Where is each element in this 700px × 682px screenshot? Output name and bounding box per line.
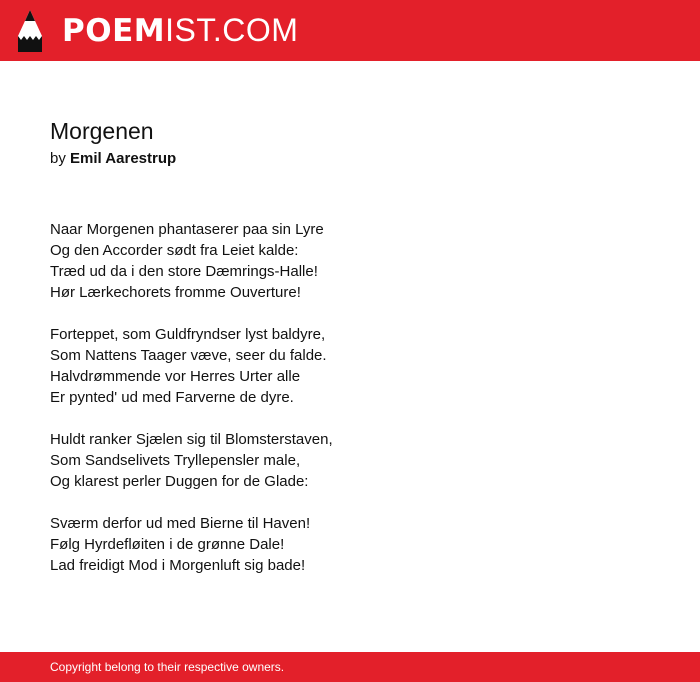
site-footer — [0, 652, 700, 682]
pencil-tip-icon[interactable] — [17, 10, 43, 52]
poem-line: Halvdrømmende vor Herres Urter alle — [50, 368, 301, 385]
stanza — [50, 219, 650, 303]
poem-line: Sværm derfor ud med Bierne til Haven! — [50, 515, 311, 532]
poem-line: Lad freidigt Mod i Morgenluft sig bade! — [50, 557, 306, 574]
poem-body — [50, 219, 650, 576]
byline — [50, 148, 650, 170]
site-logo[interactable] — [62, 11, 298, 50]
poem-line: Forteppet, som Guldfryndser lyst baldyre, — [50, 326, 326, 343]
logo-bold-text: POEM — [62, 13, 166, 49]
poem-line: Som Nattens Taager væve, seer du falde. — [50, 347, 327, 364]
poem-line: Som Sandselivets Tryllepensler male, — [50, 452, 301, 469]
by-label: by — [50, 150, 66, 167]
poem-line: Og klarest perler Duggen for de Glade: — [50, 473, 309, 490]
page-title: Morgenen — [50, 118, 154, 144]
copyright-text: Copyright belong to their respective owners. — [50, 660, 285, 674]
poem-line: Naar Morgenen phantaserer paa sin Lyre — [50, 221, 324, 238]
poem-line: Træd ud da i den store Dæmrings-Halle! — [50, 263, 318, 280]
site-header — [0, 0, 700, 61]
poem-line: Og den Accorder sødt fra Leiet kalde: — [50, 242, 299, 259]
poem-content — [50, 114, 650, 597]
poem-line: Huldt ranker Sjælen sig til Blomsterstaven, — [50, 431, 333, 448]
poem-line: Er pynted' ud med Farverne de dyre. — [50, 389, 294, 406]
poem-line: Hør Lærkechorets fromme Ouverture! — [50, 284, 301, 301]
poem-line: Følg Hyrdefløiten i de grønne Dale! — [50, 536, 285, 553]
stanza — [50, 324, 650, 408]
logo-light-text: IST.COM — [165, 12, 299, 48]
stanza — [50, 429, 650, 492]
stanza — [50, 513, 650, 576]
author-name: Emil Aarestrup — [70, 150, 177, 167]
